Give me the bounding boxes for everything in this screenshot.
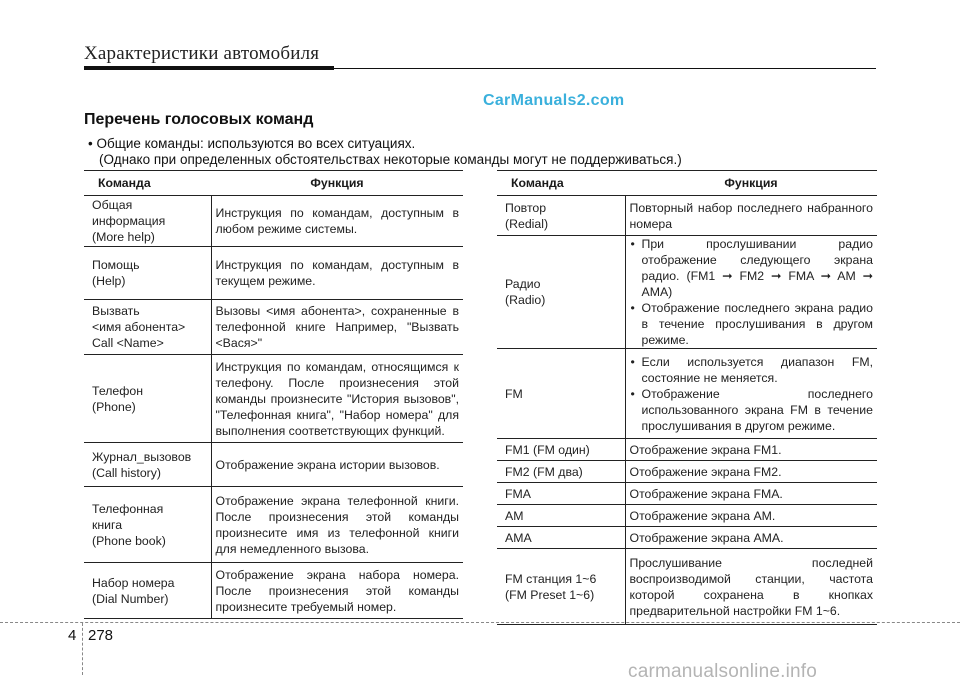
command-cell: Помощь (Help) xyxy=(84,247,211,300)
function-cell: Инструкция по командам, доступным в текущем режиме. xyxy=(211,247,463,300)
function-cell xyxy=(625,349,877,439)
table-row xyxy=(497,349,877,439)
command-cell: FM станция 1~6 (FM Preset 1~6) xyxy=(497,549,625,625)
watermark-bottom: carmanualsonline.info xyxy=(628,661,818,682)
function-cell: Прослушивание последней воспроизводимой станции, частота которой сохранена в кнопках предварительной настройки FM 1~6. xyxy=(625,549,877,625)
table-row xyxy=(497,461,877,483)
command-cell: Радио (Radio) xyxy=(497,236,625,349)
command-cell: Набор номера (Dial Number) xyxy=(84,563,211,619)
column-header-command: Команда xyxy=(497,171,625,196)
function-cell: Отображение экрана телефонной книги. После произнесения этой команды произнесите имя из телефонной книги для немедленного вызова. xyxy=(211,487,463,563)
command-cell: FM xyxy=(497,349,625,439)
function-cell: Отображение экрана AMA. xyxy=(625,527,877,549)
command-cell: FM1 (FM один) xyxy=(497,439,625,461)
list-item: • Отображение последнего экрана радио в течение прослушивания в другом режиме. xyxy=(630,300,874,348)
command-cell: Телефон (Phone) xyxy=(84,355,211,443)
footer-separator xyxy=(82,623,83,675)
table-row xyxy=(497,483,877,505)
column-header-command: Команда xyxy=(84,171,211,196)
table-row xyxy=(497,439,877,461)
column-header-function: Функция xyxy=(625,171,877,196)
table-row xyxy=(84,355,463,443)
section-title: Перечень голосовых команд xyxy=(84,111,314,128)
footer-dashed-rule xyxy=(0,622,960,623)
function-cell: Отображение экрана FMA. xyxy=(625,483,877,505)
command-cell: AMA xyxy=(497,527,625,549)
section-bullet-line2: (Однако при определенных обстоятельствах некоторые команды могут не поддерживаться.) xyxy=(99,152,682,167)
list-item: • При прослушивании радио отображение следующего экрана радио. (FM1 ➞ FM2 ➞ FMA ➞ AM ➞ AMA) xyxy=(630,236,874,300)
header-rule-thick xyxy=(84,66,334,70)
section-bullet-line1: • Общие команды: используются во всех ситуациях. xyxy=(88,136,416,151)
function-cell: Отображение экрана FM2. xyxy=(625,461,877,483)
table-row xyxy=(84,247,463,300)
section-number: 4 xyxy=(68,627,77,644)
table-header-row xyxy=(84,171,463,196)
table-header-row xyxy=(497,171,877,196)
function-cell: Повторный набор последнего набранного номера xyxy=(625,196,877,236)
function-cell: Отображение экрана FM1. xyxy=(625,439,877,461)
header-rule-thin xyxy=(334,68,876,69)
command-cell: AM xyxy=(497,505,625,527)
voice-commands-table-right xyxy=(497,170,877,625)
table-row xyxy=(497,527,877,549)
function-cell: Отображение экрана AM. xyxy=(625,505,877,527)
table-row xyxy=(84,563,463,619)
column-header-function: Функция xyxy=(211,171,463,196)
command-cell: FMA xyxy=(497,483,625,505)
list-item: • Отображение последнего использованного экрана FM в течение прослушивания в другом режиме. xyxy=(630,386,874,434)
voice-commands-table-left xyxy=(84,170,463,619)
table-row xyxy=(84,443,463,487)
watermark-top: CarManuals2.com xyxy=(483,92,625,109)
function-cell: Вызовы <имя абонента>, сохраненные в телефонной книге Например, "Вызвать <Вася>" xyxy=(211,300,463,355)
table-row xyxy=(497,196,877,236)
command-cell: Общая информация (More help) xyxy=(84,196,211,247)
command-cell: Телефонная книга (Phone book) xyxy=(84,487,211,563)
function-cell xyxy=(625,236,877,349)
function-cell: Инструкция по командам, относящимся к телефону. После произнесения этой команды произнесите "История вызовов", "Телефонная книга", "Набор номера" для выполнения соответствующих функций. xyxy=(211,355,463,443)
page-number: 278 xyxy=(88,627,114,644)
table-row xyxy=(84,300,463,355)
table-row xyxy=(497,236,877,349)
command-cell: FM2 (FM два) xyxy=(497,461,625,483)
command-cell: Журнал_вызовов (Call history) xyxy=(84,443,211,487)
page-header-title: Характеристики автомобиля xyxy=(84,43,320,64)
command-cell: Повтор (Redial) xyxy=(497,196,625,236)
function-cell: Инструкция по командам, доступным в любом режиме системы. xyxy=(211,196,463,247)
table-row xyxy=(497,505,877,527)
function-cell: Отображение экрана истории вызовов. xyxy=(211,443,463,487)
list-item: • Если используется диапазон FM, состояние не меняется. xyxy=(630,354,874,386)
table-row xyxy=(84,196,463,247)
table-row xyxy=(84,487,463,563)
command-cell: Вызвать <имя абонента> Call <Name> xyxy=(84,300,211,355)
table-row xyxy=(497,549,877,625)
function-cell: Отображение экрана набора номера. После произнесения этой команды произнесите требуемый номер. xyxy=(211,563,463,619)
